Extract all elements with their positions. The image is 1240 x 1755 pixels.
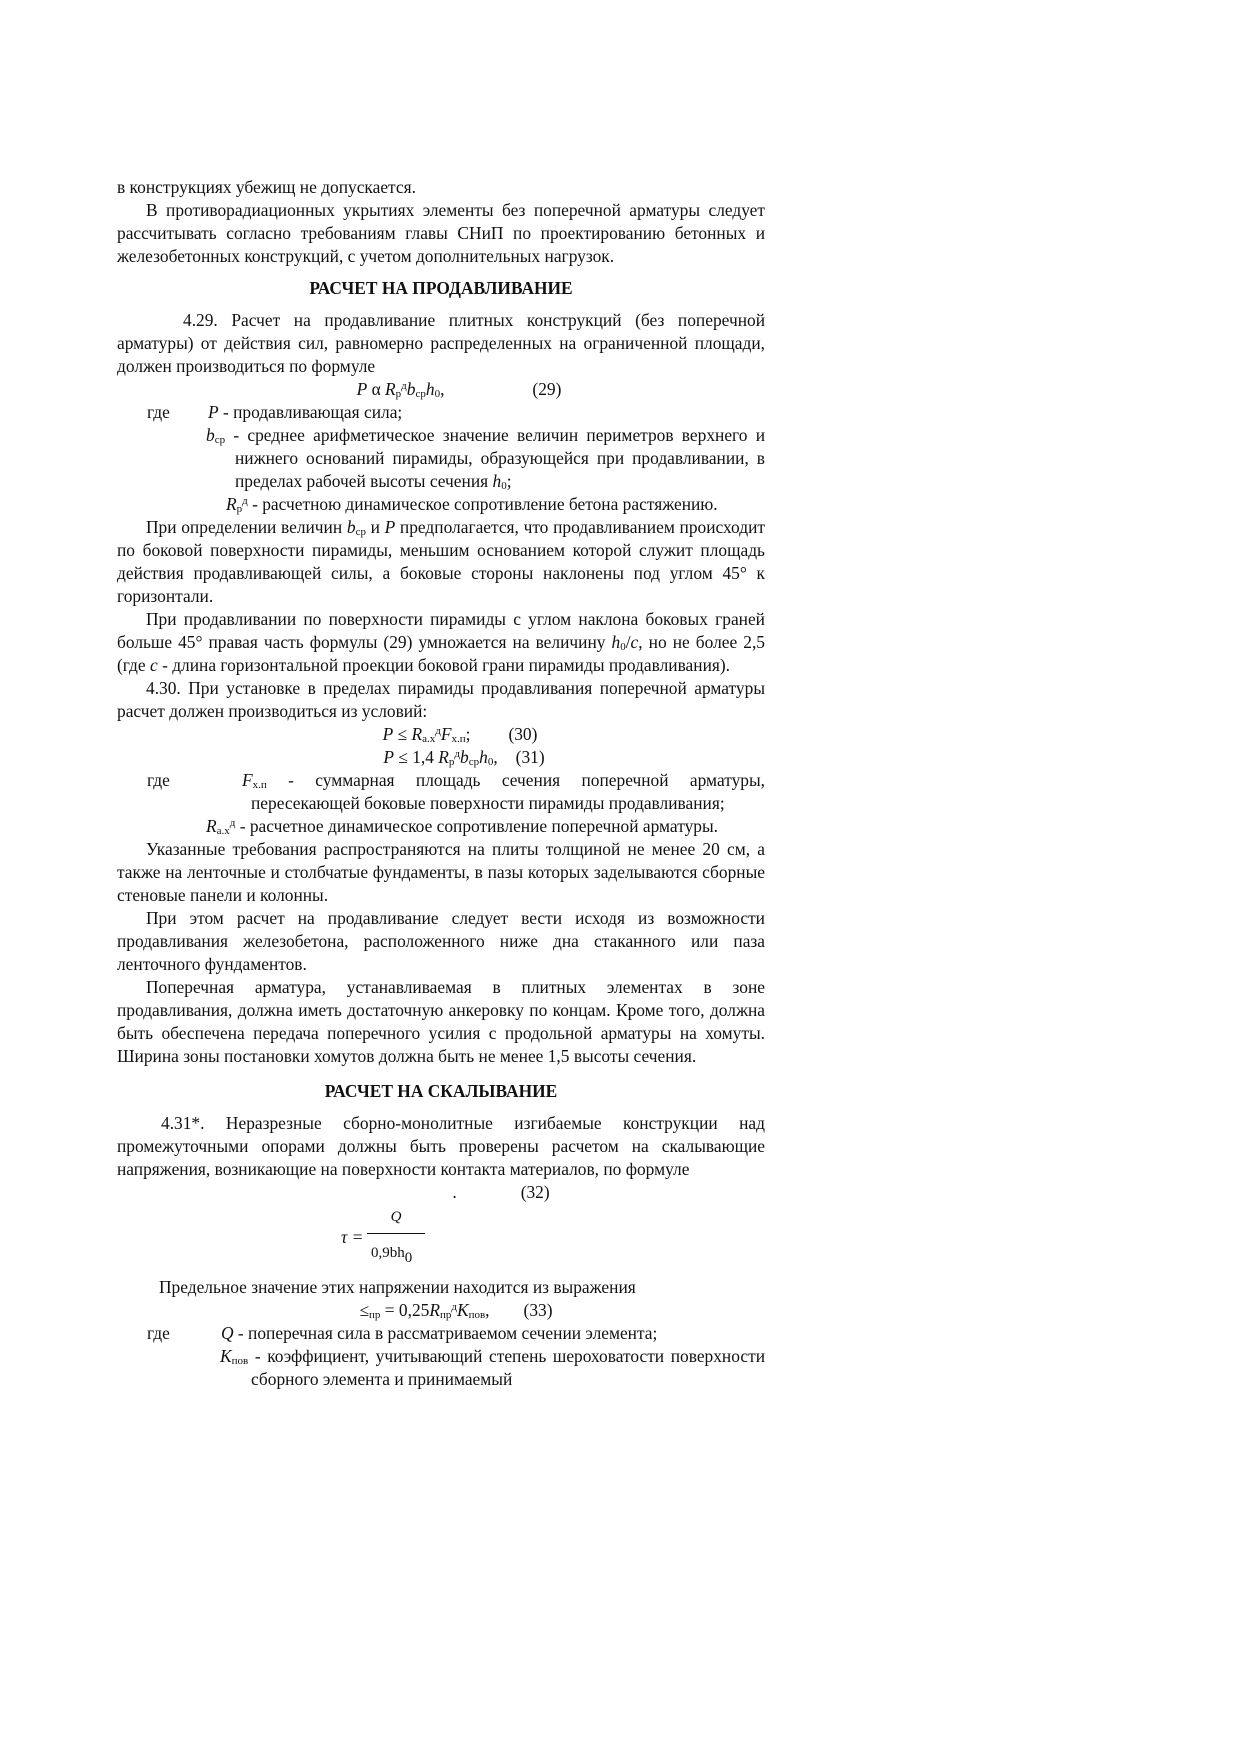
formula-30-F: F [440,724,452,744]
paragraph-4-29: 4.29. Расчет на продавливание плитных конструкций (без поперечной арматуры) от действия сил, равномерно распределенных на ограниченной площади, должен производиться по формуле [117,310,765,376]
paragraph-pyramid-c: c [630,632,639,652]
paragraph-pyramid-a: При продавливании по поверхности пирамиды с углом наклона боковых граней больше 45° правая часть формулы (29) умножается на величину [117,609,765,652]
symbol-P: P [208,402,219,422]
formula-31-h: h [479,747,488,767]
formula-33-tail: , [485,1300,490,1320]
paragraph-radiation-shelters: В противорадиационных укрытиях элементы без поперечной арматуры следует рассчитывать согласно требованиям главы СНиП по проектированию бетонных и железобетонных конструкций, с учетом дополнительных нагрузок. [117,200,765,266]
formula-29-R-sup: д [401,380,407,392]
formula-31-op: ≤ 1,4 [393,747,439,767]
heading-shear: РАСЧЕТ НА СКАЛЫВАНИЕ [324,1081,558,1101]
definition-Q [117,1322,765,1345]
paragraph-define-P: P [384,517,396,537]
formula-30-R-sup: д [435,725,441,737]
definition-Q-body: - поперечная сила в рассматриваемом сечении элемента; [233,1323,658,1343]
formula-29-R-sub: р [395,388,402,400]
paragraph-transverse: Поперечная арматура, устанавливаемая в плитных элементах в зоне продавливания, должна иметь достаточную анкеровку по концам. Кроме того, должна быть обеспечена передача поперечного усилия с продольной арматуры на хомуты. Ширина зоны постановки хомутов должна быть не менее 1,5 высоты сечения. [117,977,765,1066]
formula-32-denominator-sub: 0 [404,1250,413,1266]
formula-29-number: (29) [532,379,562,399]
definition-P-text [117,401,765,424]
definition-P-body: - продавливающая сила; [218,402,403,422]
formula-33 [117,1299,765,1322]
formula-33-R: R [429,1300,440,1320]
formula-31-b-sub: ср [468,756,480,768]
formula-33-number: (33) [523,1300,553,1320]
paragraph-define-mid: и [365,517,385,537]
formula-29-R: R [385,379,396,399]
formula-31 [117,746,765,769]
paragraph-define [117,516,765,608]
paragraph-pyramid-c2: c [149,655,158,675]
symbol-K: K [220,1346,232,1366]
symbol-Q: Q [221,1323,234,1343]
formula-31-P: P [383,747,394,767]
formula-29-op: α [367,379,386,399]
definition-K-body: - коэффициент, учитывающий степень шероховатости поверхности сборного элемента и принимаемый [248,1346,765,1389]
definition-Rax-body: - расчетное динамическое сопротивление поперечной арматуры. [235,816,718,836]
formula-31-h-sub: 0 [487,756,494,768]
formula-33-lhs: ≤ [359,1300,370,1320]
paragraph-calc: При этом расчет на продавливание следует вести исходя из возможности продавливания железобетона, расположенного ниже дна стаканного или паза ленточного фундаментов. [117,908,765,974]
formula-32-numerator: Q [390,1209,402,1225]
definition-Rp [117,493,765,516]
heading-punching: РАСЧЕТ НА ПРОДАВЛИВАНИЕ [309,278,573,298]
definition-bcp-end: ; [506,471,512,491]
formula-30-number: (30) [508,724,538,744]
formula-32-fraction-bar [367,1233,425,1234]
formula-32-denominator-text: 0,9bh [371,1245,405,1261]
definition-Q-text [117,1322,765,1345]
formula-33-R-sup: д [451,1301,457,1313]
formula-29-P: P [356,379,368,399]
symbol-R-ax-sup: д [229,817,236,829]
formula-33-K: K [456,1300,469,1320]
symbol-R-ax: R [206,816,217,836]
formula-30-R: R [411,724,423,744]
symbol-R-sup: д [242,495,248,507]
symbol-K-sub: пов [231,1355,249,1367]
definition-K [117,1345,765,1391]
paragraph-pyramid-slash: / [625,632,631,652]
where-label: где [147,1323,170,1343]
paragraph-pyramid-b: , но не более 2,5 (где [117,632,765,675]
paragraph-define-b: b [346,517,356,537]
symbol-F: F [242,770,253,790]
formula-31-number: (31) [515,747,545,767]
symbol-F-sub: х.п [252,779,267,791]
paragraph-pyramid-h-sub: 0 [620,641,626,653]
formula-31-R: R [438,747,449,767]
symbol-R-ax-sub: а.х [216,825,230,837]
definition-Rax [117,815,765,838]
formula-33-R-sub: пр [439,1309,452,1321]
symbol-b: b [206,425,215,445]
paragraph-4-31: 4.31*. Неразрезные сборно-монолитные изгибаемые конструкции над промежуточными опорами должны быть проверены расчетом на скалывающие напряжения, возникающие на поверхности контакта материалов, по формуле [117,1113,765,1179]
formula-30-F-sub: х.п [451,733,466,745]
paragraph-define-a: При определении величин [146,517,347,537]
formula-29-h-sub: 0 [434,388,441,400]
formula-30-P: P [382,724,394,744]
symbol-R: R [226,494,237,514]
formula-33-lhs-sub: пр [369,1309,381,1321]
formula-32-tau: τ = [341,1227,364,1247]
symbol-b-sub: ср [214,434,226,446]
formula-29-b: b [406,379,416,399]
paragraph-slabs: Указанные требования распространяются на плиты толщиной не менее 20 см, а также на ленточные и столбчатые фундаменты, в пазы которых заделываются сборные стеновые панели и колонны. [117,839,765,905]
formula-31-R-sub: р [448,756,455,768]
paragraph-limit: Предельное значение этих напряжении находится из выражения [159,1277,636,1297]
paragraph-continuation: в конструкциях убежищ не допускается. [117,177,416,197]
formula-30-R-sub: а.х [422,733,436,745]
where-label: где [147,770,170,790]
definition-bcp-body: - среднее арифметическое значение величин периметров верхнего и нижнего оснований пирамиды, образующейся при продавливании, в пределах рабочей высоты сечения [225,425,765,491]
symbol-h: h [492,471,502,491]
formula-32-dot: . [452,1182,457,1202]
formula-30-op: ≤ [393,724,412,744]
symbol-R-sub: р [236,503,243,515]
formula-29-tail: , [440,379,445,399]
formula-31-R-sup: д [454,748,461,760]
symbol-h-sub: 0 [501,480,507,492]
paragraph-define-c: предполагается, что продавливанием происходит по боковой поверхности пирамиды, меньшим основанием которой служит площадь действия продавливающей силы, а боковые стороны наклонены под углом 45° к горизонтали. [117,517,765,606]
formula-33-op: = 0,25 [380,1300,430,1320]
formula-30 [117,723,765,746]
definition-Fxp-text [117,769,765,815]
definition-Fxp-body: - суммарная площадь сечения поперечной арматуры, пересекающей боковые поверхности пирамиды продавливания; [251,770,765,813]
definition-Fxp [117,769,765,815]
formula-30-tail: ; [465,724,471,744]
paragraph-define-b-sub: ср [355,526,366,538]
definition-bcp [117,424,765,493]
formula-32-fraction [117,1206,765,1272]
formula-32-line [117,1181,765,1204]
formula-29 [117,378,765,401]
formula-33-K-sub: пов [468,1309,486,1321]
definition-Rp-body: - расчетною динамическое сопротивление бетона растяжению. [247,494,718,514]
text-column [117,176,765,1391]
paragraph-4-30: 4.30. При установке в пределах пирамиды продавливания поперечной арматуры расчет должен производиться из условий: [117,678,765,721]
formula-31-tail: , [493,747,498,767]
formula-29-b-sub: ср [415,388,426,400]
paragraph-pyramid [117,608,765,677]
definition-P [117,401,765,424]
formula-32-number: (32) [520,1182,550,1202]
formula-29-h: h [425,379,435,399]
where-label: где [147,402,170,422]
paragraph-pyramid-h: h [611,632,621,652]
formula-32-denominator [371,1242,412,1265]
formula-31-b: b [460,747,469,767]
paragraph-pyramid-d: - длина горизонтальной проекции боковой грани пирамиды продавливания). [157,655,731,675]
